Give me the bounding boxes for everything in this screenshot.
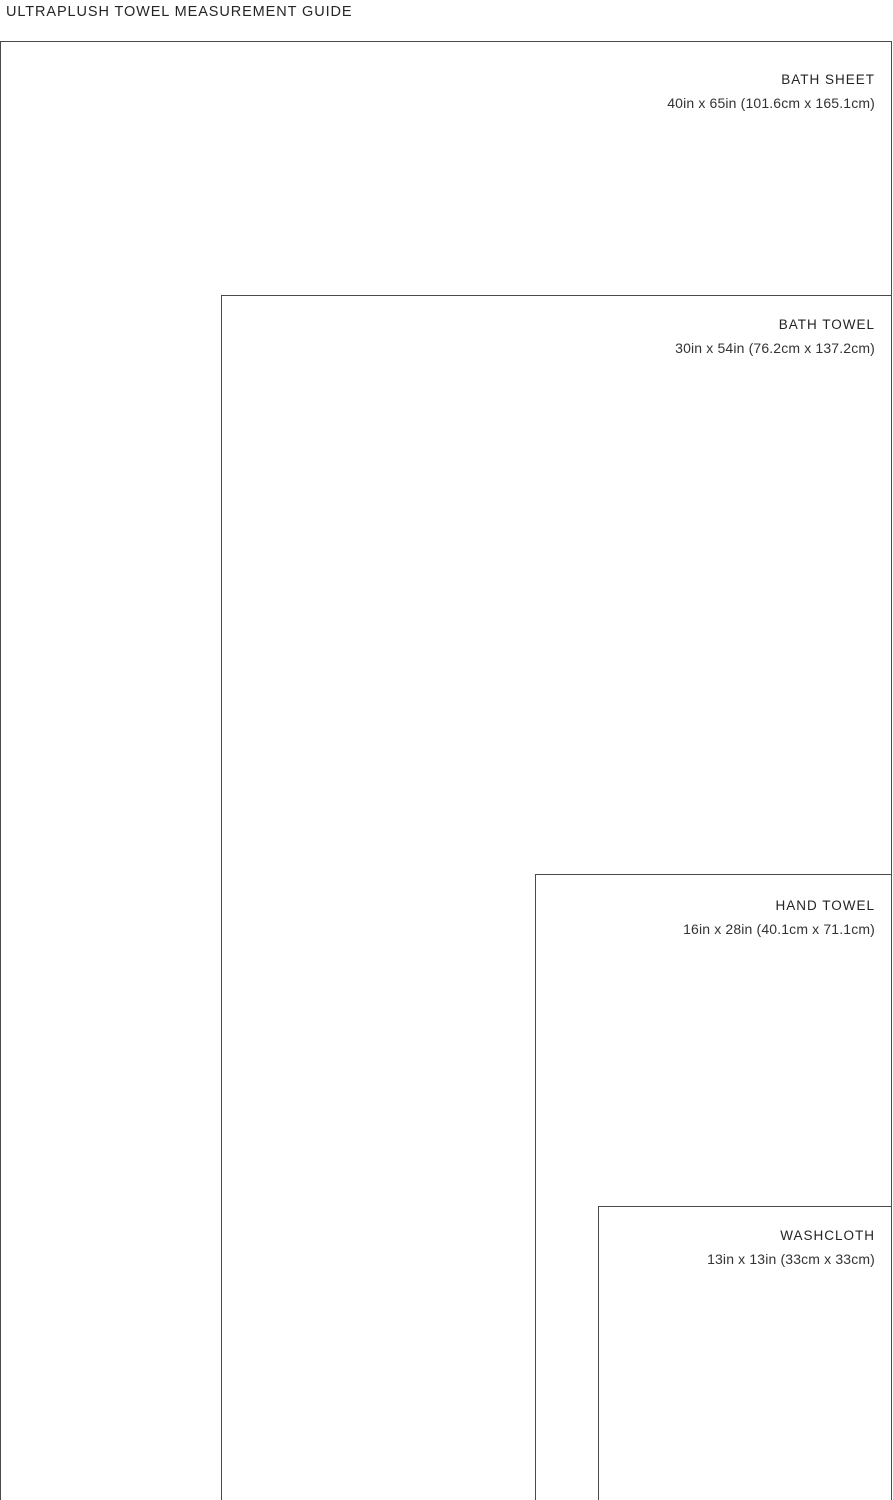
size-name-hand-towel: HAND TOWEL [775, 898, 875, 913]
size-name-washcloth: WASHCLOTH [780, 1228, 875, 1243]
size-label-bath-towel [675, 318, 875, 355]
size-dimensions-washcloth: 13in x 13in (33cm x 33cm) [707, 1250, 875, 1267]
size-dimensions-bath-towel: 30in x 54in (76.2cm x 137.2cm) [675, 339, 875, 356]
size-label-bath-sheet [667, 73, 875, 110]
size-box-washcloth [598, 1206, 892, 1500]
page-title: ULTRAPLUSH TOWEL MEASUREMENT GUIDE [6, 4, 353, 20]
size-name-bath-towel: BATH TOWEL [778, 317, 875, 332]
size-name-bath-sheet: BATH SHEET [781, 72, 875, 87]
size-dimensions-hand-towel: 16in x 28in (40.1cm x 71.1cm) [683, 920, 875, 937]
size-label-hand-towel [683, 899, 875, 936]
size-dimensions-bath-sheet: 40in x 65in (101.6cm x 165.1cm) [667, 94, 875, 111]
size-label-washcloth [707, 1229, 875, 1266]
